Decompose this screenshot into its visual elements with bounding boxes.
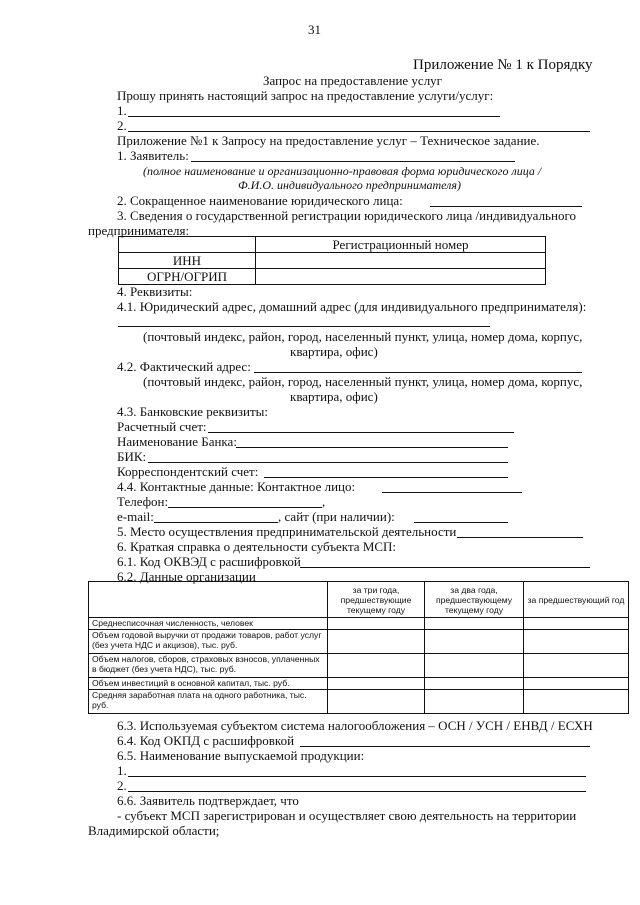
page-number: 31 xyxy=(308,22,321,37)
org-cell[interactable] xyxy=(425,630,524,654)
site-label: , сайт (при наличии): xyxy=(278,509,395,524)
org-row-label: Средняя заработная плата на одного работника, тыс. руб. xyxy=(89,690,328,714)
product-1-label: 1. xyxy=(117,763,127,778)
contact-person-field[interactable] xyxy=(382,492,522,493)
actual-address-hint-1: (почтовый индекс, район, город, населенный пункт, улица, номер дома, корпус, xyxy=(143,374,583,389)
actual-address-label: 4.2. Фактический адрес: xyxy=(117,359,251,374)
account-field[interactable] xyxy=(208,432,514,433)
okved-field[interactable] xyxy=(300,567,590,568)
ogrn-label: ОГРН/ОГРИП xyxy=(119,269,256,285)
actual-address-field[interactable] xyxy=(254,372,582,373)
products-label: 6.5. Наименование выпускаемой продукции: xyxy=(117,748,365,763)
org-cell[interactable] xyxy=(425,690,524,714)
inn-value-cell[interactable] xyxy=(256,253,546,269)
bank-name-label: Наименование Банка: xyxy=(117,434,237,449)
product-1-field[interactable] xyxy=(128,776,586,777)
inn-label: ИНН xyxy=(119,253,256,269)
org-header-two-years: за два года, предшествующему текущему году xyxy=(425,582,524,618)
applicant-hint-1: (полное наименование и организационно-правовая форма юридического лица / xyxy=(143,164,542,178)
form-title: Запрос на предоставление услуг xyxy=(263,73,443,88)
org-data-heading: 6.2. Данные организации xyxy=(117,569,256,584)
intro-text: Прошу принять настоящий запрос на предоставление услуги/услуг: xyxy=(117,88,494,103)
actual-address-hint-2: квартира, офис) xyxy=(290,389,378,404)
org-cell[interactable] xyxy=(524,690,629,714)
state-registration-text-a: 3. Сведения о государственной регистрации юридического лица /индивидуального xyxy=(117,208,576,223)
org-cell[interactable] xyxy=(425,654,524,678)
account-label: Расчетный счет: xyxy=(117,419,207,434)
short-name-label: 2. Сокращенное наименование юридического лица: xyxy=(117,193,403,208)
org-cell[interactable] xyxy=(425,618,524,630)
requisites-heading: 4. Реквизиты: xyxy=(117,284,193,299)
confirm-heading: 6.6. Заявитель подтверждает, что xyxy=(117,793,299,808)
applicant-field[interactable] xyxy=(191,161,515,162)
org-header-previous-year: за предшествующий год xyxy=(524,582,629,618)
phone-label: Телефон: xyxy=(117,494,169,509)
email-field[interactable] xyxy=(154,522,278,523)
org-table-corner xyxy=(89,582,328,618)
corr-account-field[interactable] xyxy=(264,477,508,478)
org-cell[interactable] xyxy=(328,654,425,678)
org-cell[interactable] xyxy=(524,654,629,678)
appendix-title: Приложение № 1 к Порядку xyxy=(413,57,593,73)
registration-number-header: Регистрационный номер xyxy=(256,237,546,253)
legal-address-hint-2: квартира, офис) xyxy=(290,344,378,359)
registration-table-corner xyxy=(119,237,256,253)
org-cell[interactable] xyxy=(524,618,629,630)
phone-comma: , xyxy=(322,494,326,509)
registration-table xyxy=(118,236,546,285)
contacts-label: 4.4. Контактные данные: Контактное лицо: xyxy=(117,479,356,494)
okpd-label: 6.4. Код ОКПД с расшифровкой xyxy=(117,733,295,748)
okpd-field[interactable] xyxy=(300,746,590,747)
org-cell[interactable] xyxy=(328,618,425,630)
service-item-1-field[interactable] xyxy=(128,116,500,117)
product-2-field[interactable] xyxy=(128,791,586,792)
applicant-hint-2: Ф.И.О. индивидуального предпринимателя) xyxy=(238,178,461,192)
org-row-label: Среднесписочная численность, человек xyxy=(89,618,328,630)
okved-label: 6.1. Код ОКВЭД с расшифровкой xyxy=(117,554,301,569)
org-cell[interactable] xyxy=(524,630,629,654)
legal-address-hint-1: (почтовый индекс, район, город, населенный пункт, улица, номер дома, корпус, xyxy=(143,329,583,344)
org-data-table xyxy=(88,581,629,714)
confirm-point-1-b: Владимирской области; xyxy=(88,823,220,838)
org-cell[interactable] xyxy=(328,630,425,654)
site-field[interactable] xyxy=(414,522,508,523)
confirm-point-1-a: - субъект МСП зарегистрирован и осуществляет свою деятельность на территории xyxy=(117,808,577,823)
state-registration-text-b: предпринимателя: xyxy=(88,223,190,238)
short-name-field[interactable] xyxy=(430,206,582,207)
service-item-2-label: 2. xyxy=(117,118,127,133)
bank-heading: 4.3. Банковские реквизиты: xyxy=(117,404,269,419)
email-label: e-mail: xyxy=(117,509,154,524)
tax-system-text: 6.3. Используемая субъектом система налогообложения – ОСН / УСН / ЕНВД / ЕСХН xyxy=(117,718,593,733)
brief-heading: 6. Краткая справка о деятельности субъекта МСП: xyxy=(117,539,397,554)
corr-account-label: Корреспондентский счет: xyxy=(117,464,259,479)
org-cell[interactable] xyxy=(328,678,425,690)
legal-address-field[interactable] xyxy=(118,326,490,327)
bank-name-field[interactable] xyxy=(236,447,508,448)
org-row-label: Объем налогов, сборов, страховых взносов, уплаченных в бюджет (без учета НДС), тыс. руб. xyxy=(89,654,328,678)
applicant-label: 1. Заявитель: xyxy=(117,148,189,163)
product-2-label: 2. xyxy=(117,778,127,793)
bik-field[interactable] xyxy=(148,462,508,463)
place-label: 5. Место осуществления предпринимательской деятельности xyxy=(117,524,457,539)
service-item-2-field[interactable] xyxy=(128,131,590,132)
service-item-1-label: 1. xyxy=(117,103,127,118)
org-row-label: Объем инвестиций в основной капитал, тыс. руб. xyxy=(89,678,328,690)
place-field[interactable] xyxy=(457,537,583,538)
org-cell[interactable] xyxy=(425,678,524,690)
org-header-three-years: за три года, предшествующие текущему году xyxy=(328,582,425,618)
bik-label: БИК: xyxy=(117,449,147,464)
org-row-label: Объем годовой выручки от продажи товаров, работ услуг (без учета НДС и акцизов), тыс. руб. xyxy=(89,630,328,654)
phone-field[interactable] xyxy=(168,507,322,508)
legal-address-label: 4.1. Юридический адрес, домашний адрес (для индивидуального предпринимателя): xyxy=(117,299,587,314)
org-cell[interactable] xyxy=(328,690,425,714)
org-cell[interactable] xyxy=(524,678,629,690)
attachment-text: Приложение №1 к Запросу на предоставление услуг – Техническое задание. xyxy=(117,133,540,148)
ogrn-value-cell[interactable] xyxy=(256,269,546,285)
